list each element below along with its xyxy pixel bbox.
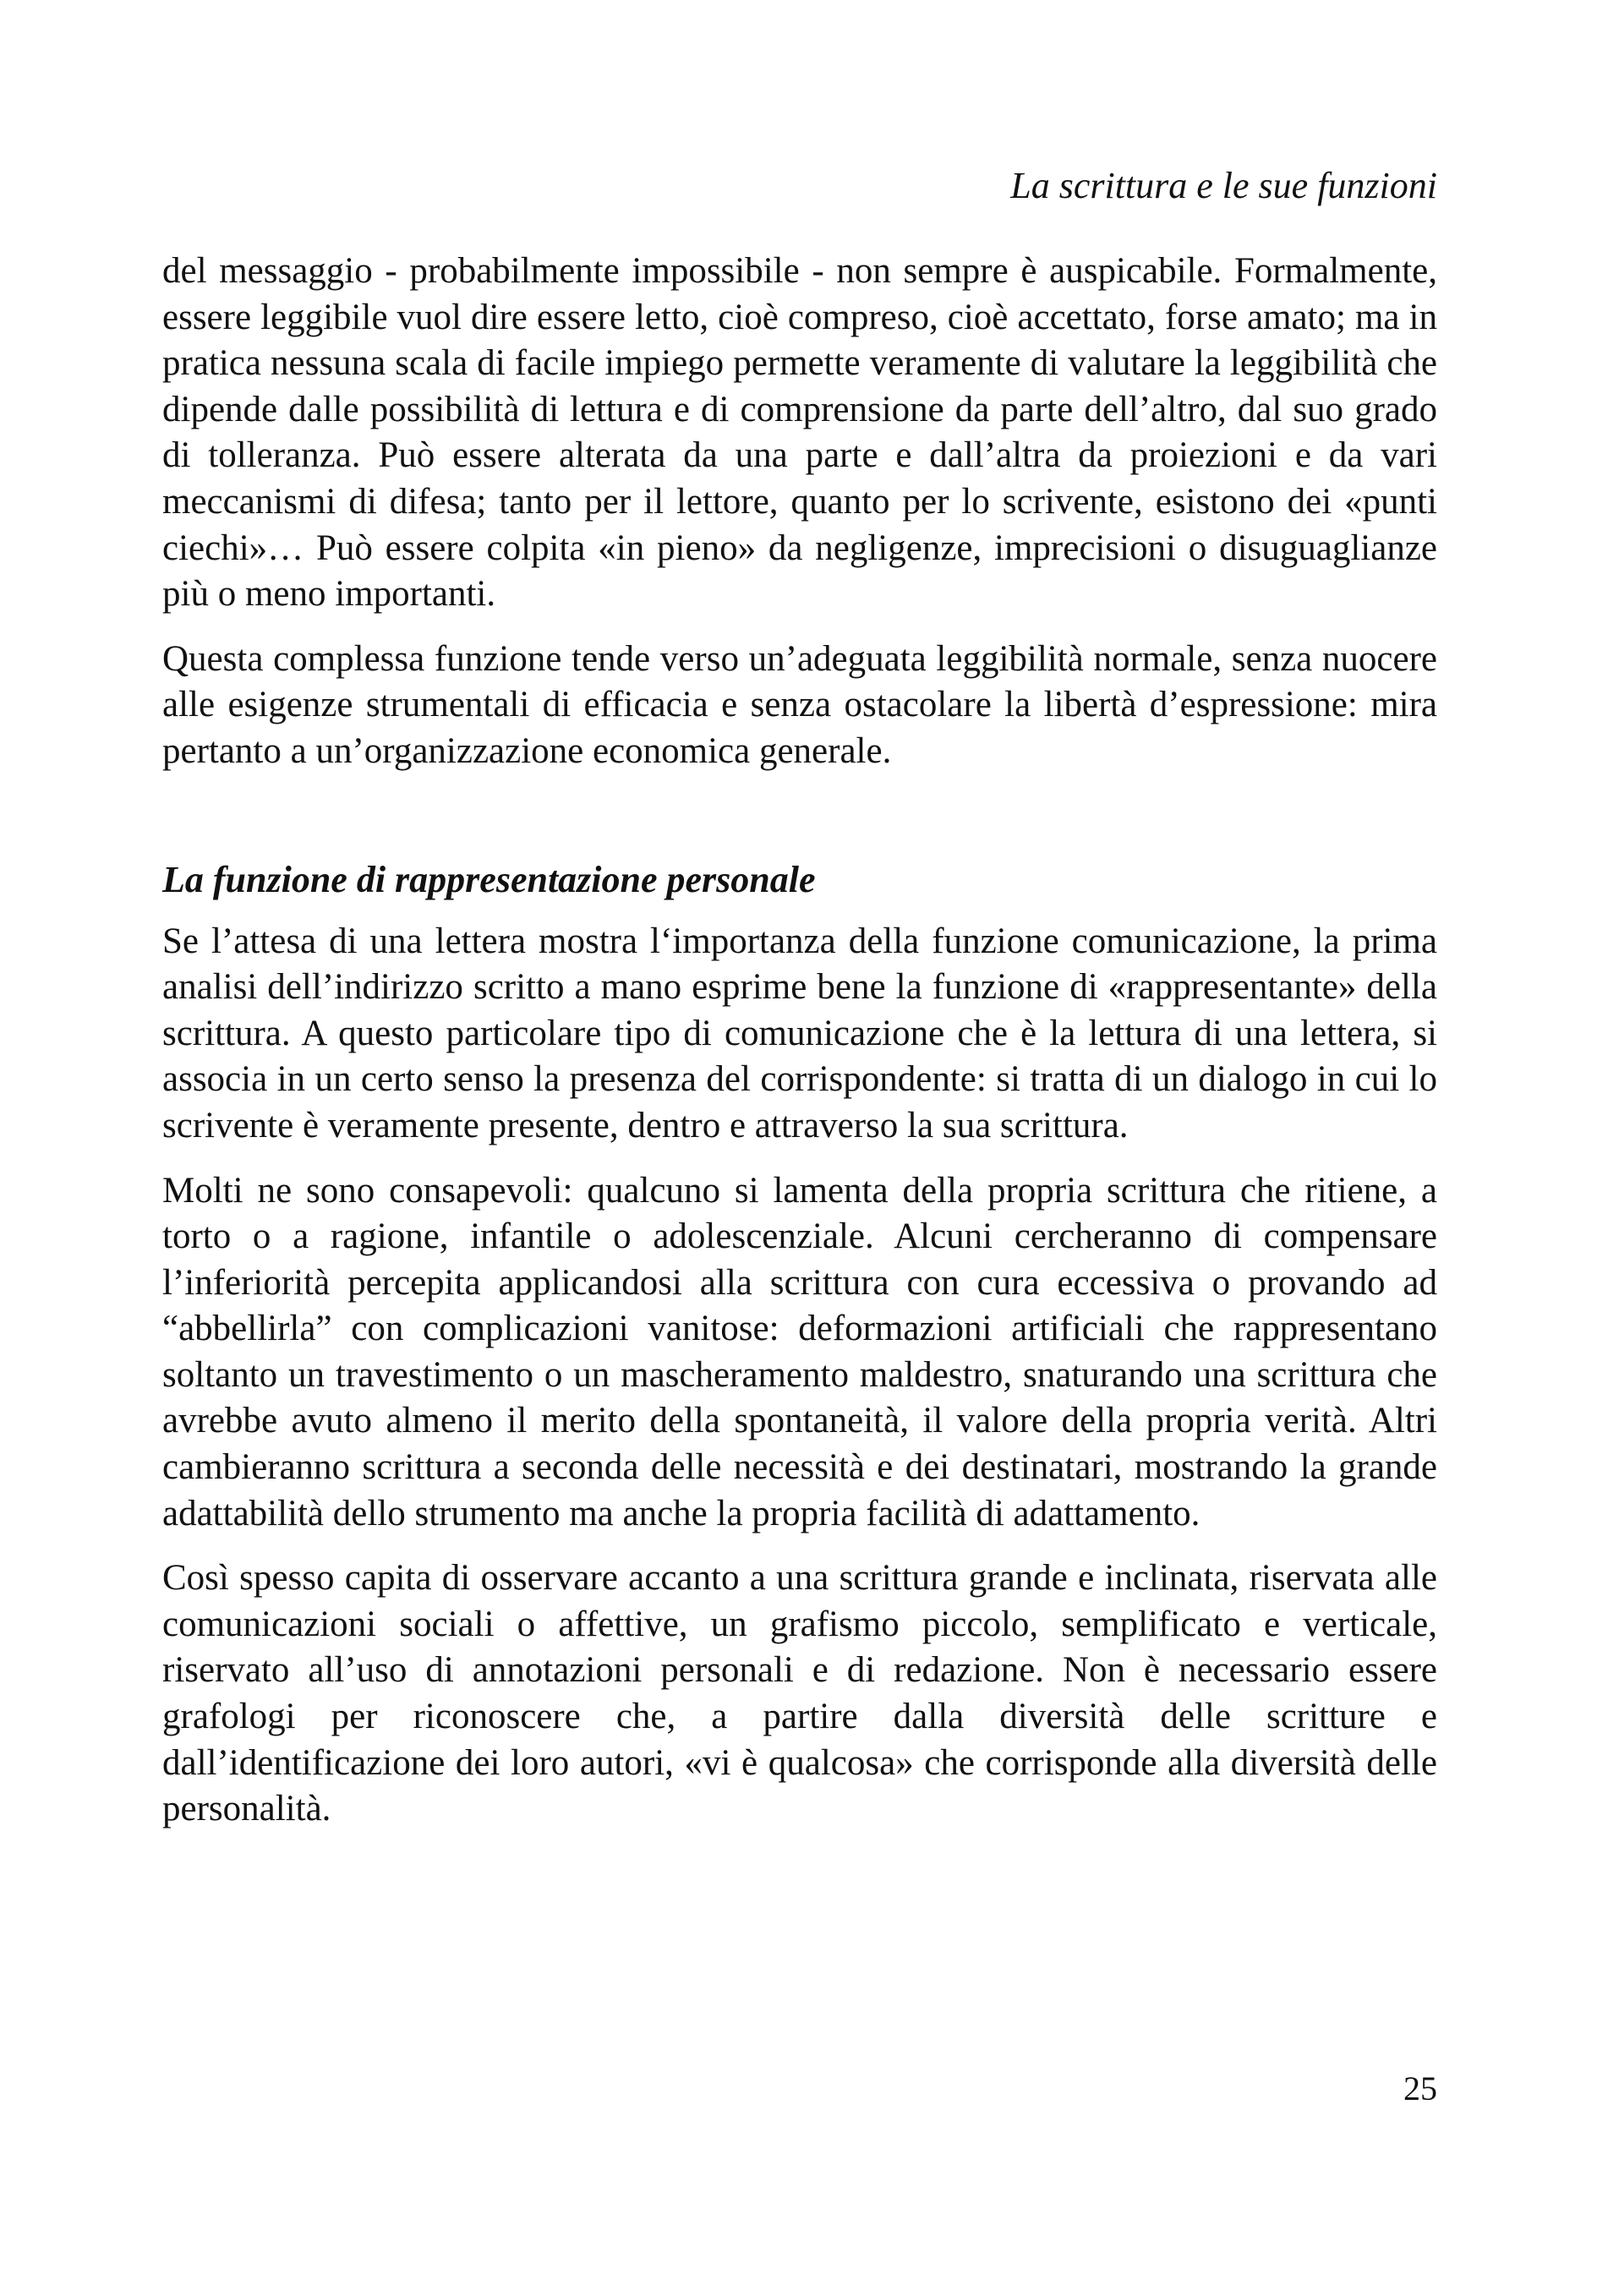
- section-heading: La funzione di rappresentazione personale: [162, 858, 816, 900]
- book-page: [162, 0, 1437, 2296]
- page-body: [162, 249, 1437, 1851]
- paragraph: del messaggio - probabilmente impossibile - non sempre è auspicabile. Formalmente, essere leggibile vuol dire essere letto, cioè compreso, cioè accettato, forse amato; ma in pratica nessuna scala di facile impiego permette veramente di valutare la leggibilità che dipende dalle possibilità di lettura e di comprensione da parte dell’altro, dal suo grado di tolleranza. Può essere alterata da una parte e dall’altra da proiezioni e da vari meccanismi di difesa; tanto per il lettore, quanto per lo scrivente, esistono dei «punti ciechi»… Può essere colpita «in pieno» da negligenze, imprecisioni o disuguaglianze più o meno importanti.: [162, 251, 1437, 615]
- paragraph: Se l’attesa di una lettera mostra l‘importanza della funzione comunicazione, la prima analisi dell’indirizzo scritto a mano esprime bene la funzione di «rappresentante» della scrittura. A questo particolare tipo di comunicazione che è la lettura di una lettera, si associa in un certo senso la presenza del corrispondente: si tratta di un dialogo in cui lo scrivente è veramente presente, dentro e attraverso la sua scrittura.: [162, 921, 1437, 1145]
- paragraph: Questa complessa funzione tende verso un’adeguata leggibilità normale, senza nuocere alle esigenze strumentali di efficacia e senza ostacolare la libertà d’espressione: mira pertanto a un’organizzazione economica generale.: [162, 638, 1437, 771]
- paragraph: Così spesso capita di osservare accanto a una scrittura grande e inclinata, riservata alle comunicazioni sociali o affettive, un grafismo piccolo, semplificato e verticale, riservato all’uso di annotazioni personali e di redazione. Non è necessario essere grafologi per riconoscere che, a partire dalla diversità delle scritture e dall’identificazione dei loro autori, «vi è qualcosa» che corrisponde alla diversità delle personalità.: [162, 1558, 1437, 1829]
- page-number: 25: [1403, 2069, 1437, 2107]
- paragraph: Molti ne sono consapevoli: qualcuno si lamenta della propria scrittura che ritiene, a torto o a ragione, infantile o adolescenziale. Alcuni cercheranno di compensare l’inferiorità percepita applicandosi alla scrittura con cura eccessiva o provando ad “abbellirla” con complicazioni vanitose: deformazioni artificiali che rappresentano soltanto un travestimento o un mascheramento maldestro, snaturando una scrittura che avrebbe avuto almeno il merito della spontaneità, il valore della propria verità. Altri cambieranno scrittura a seconda delle necessità e dei destinatari, mostrando la grande adattabilità dello strumento ma anche la propria facilità di adattamento.: [162, 1170, 1437, 1533]
- running-header: La scrittura e le sue funzioni: [1010, 165, 1437, 206]
